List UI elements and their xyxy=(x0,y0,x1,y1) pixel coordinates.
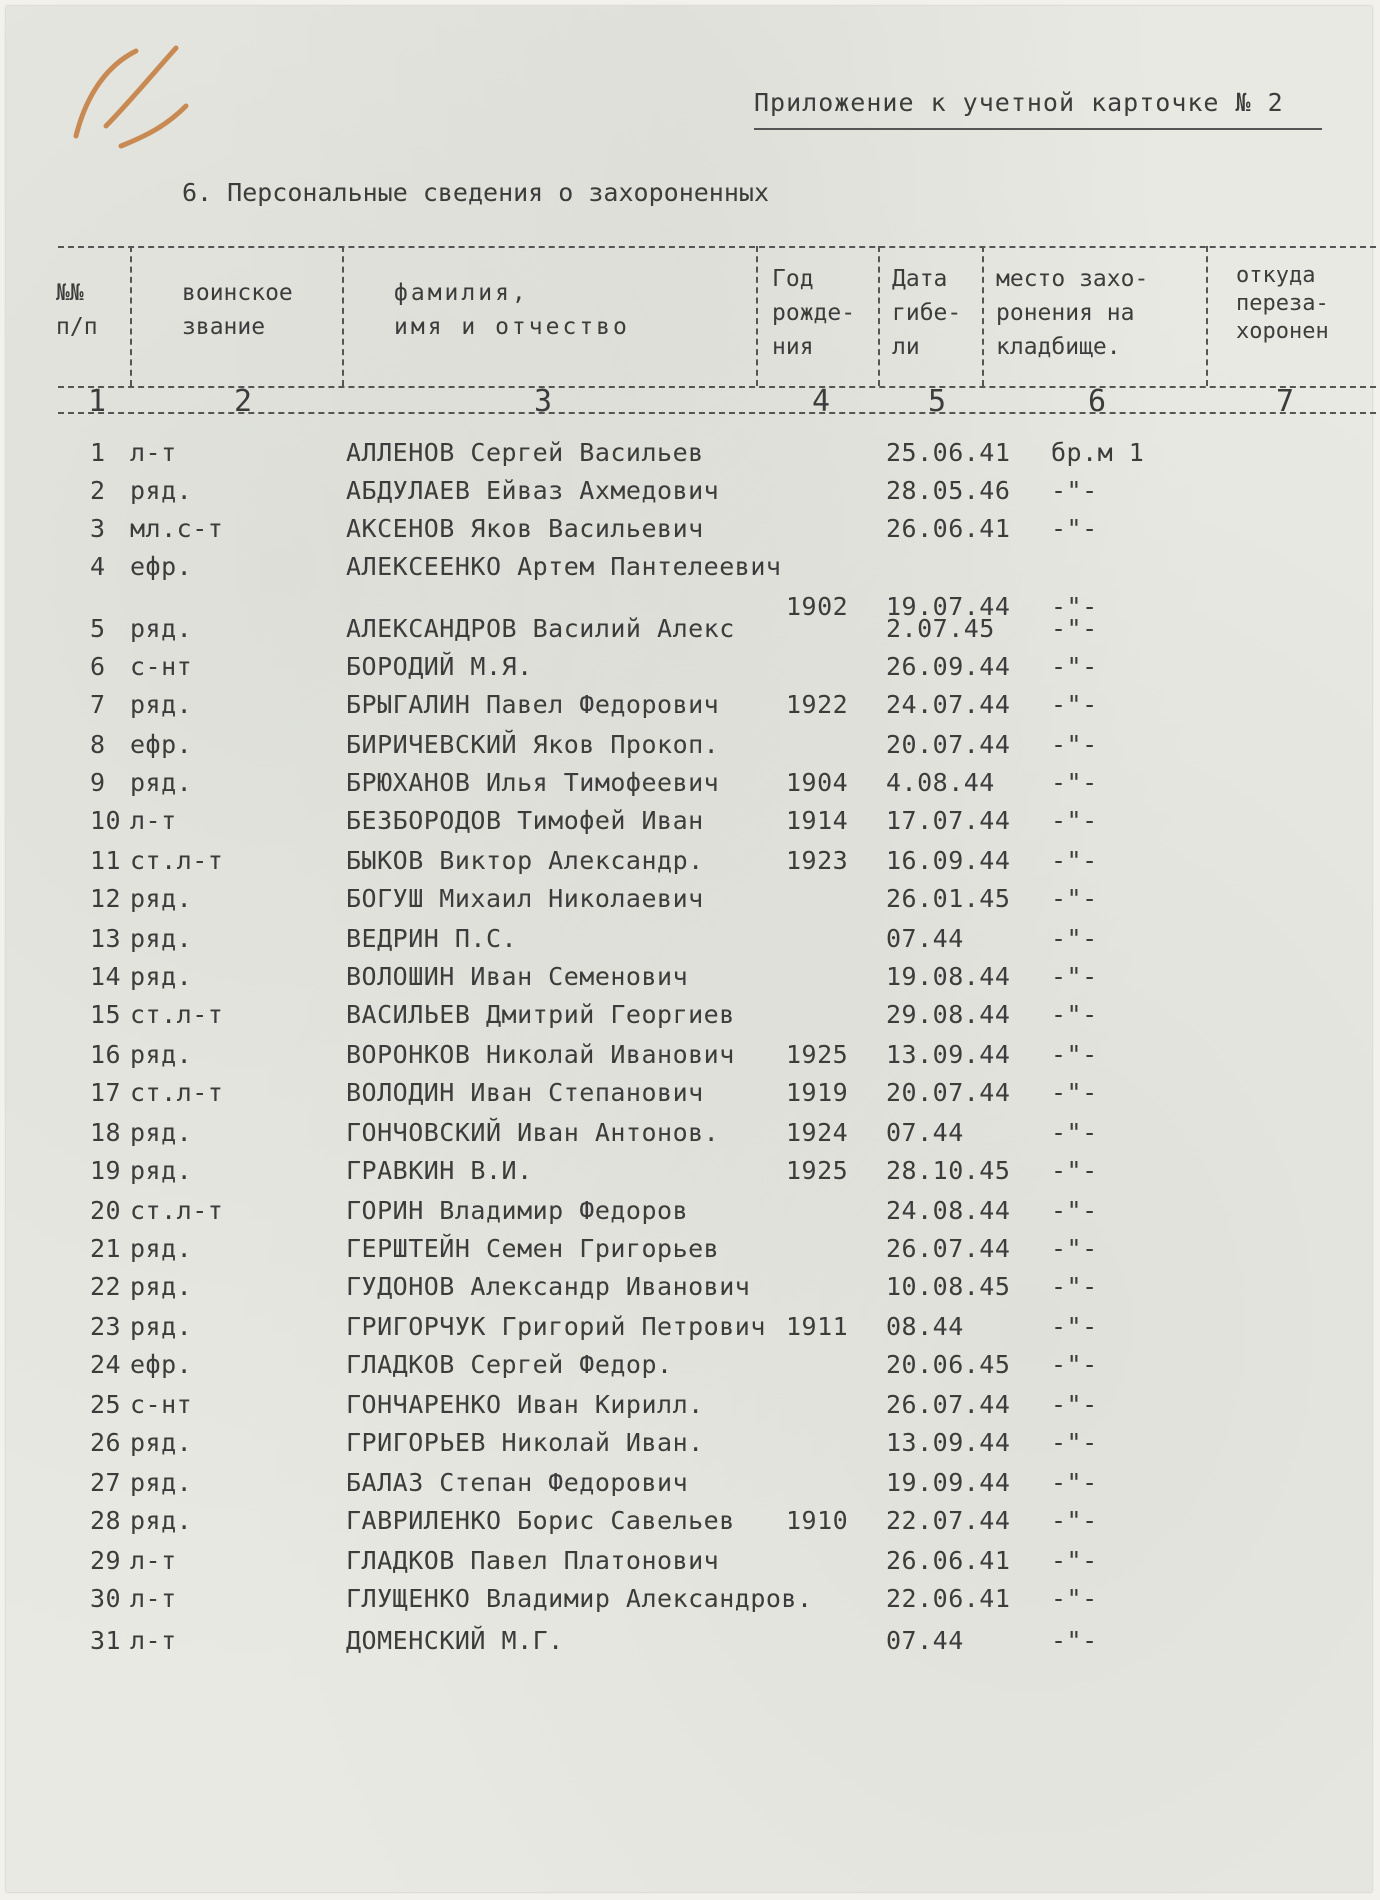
col-header-6-line: место захо- xyxy=(996,266,1149,292)
row-birth-year: 1919 xyxy=(786,1078,849,1107)
row-rank: с-нт xyxy=(130,652,193,681)
col-header-3 xyxy=(394,276,630,344)
col-header-2-line: воинское xyxy=(182,280,293,306)
row-number: 31 xyxy=(90,1626,122,1655)
header-underline xyxy=(754,128,1322,130)
table-mid-rule xyxy=(58,386,1376,388)
col-header-3-line: фамилия, xyxy=(394,280,529,306)
row-rank: ряд. xyxy=(130,614,193,643)
row-rank: ряд. xyxy=(130,1506,193,1535)
row-number: 11 xyxy=(90,846,122,875)
row-death-date: 26.01.45 xyxy=(886,884,1011,913)
row-name: БРЮХАНОВ Илья Тимофеевич xyxy=(346,768,720,797)
row-burial-place: -"- xyxy=(1051,1506,1098,1535)
row-rank: ряд. xyxy=(130,1272,193,1301)
row-death-date: 26.07.44 xyxy=(886,1390,1011,1419)
row-name: ВАСИЛЬЕВ Дмитрий Георгиев xyxy=(346,1000,735,1029)
row-death-date: 20.07.44 xyxy=(886,1078,1011,1107)
row-rank: ряд. xyxy=(130,1312,193,1341)
row-rank: ефр. xyxy=(130,730,193,759)
col-header-5-line: гибе- xyxy=(892,300,962,326)
row-death-date: 20.07.44 xyxy=(886,730,1011,759)
col-header-6-line: ронения на xyxy=(996,300,1135,326)
row-death-date: 20.06.45 xyxy=(886,1350,1011,1379)
row-rank: ряд. xyxy=(130,924,193,953)
row-burial-place: -"- xyxy=(1051,592,1098,621)
col-separator xyxy=(130,246,132,386)
row-death-date: 26.09.44 xyxy=(886,652,1011,681)
row-number: 23 xyxy=(90,1312,122,1341)
row-death-date: 13.09.44 xyxy=(886,1040,1011,1069)
col-header-4-line: рожде- xyxy=(772,300,856,326)
row-birth-year: 1922 xyxy=(786,690,849,719)
col-header-1 xyxy=(56,276,98,344)
table-top-rule xyxy=(58,246,1376,248)
row-name: АКСЕНОВ Яков Васильевич xyxy=(346,514,704,543)
row-death-date: 2.07.45 xyxy=(886,614,995,643)
row-death-date: 24.08.44 xyxy=(886,1196,1011,1225)
row-number: 16 xyxy=(90,1040,122,1069)
col-header-7-line: хоронен xyxy=(1236,319,1329,344)
row-number: 15 xyxy=(90,1000,122,1029)
row-rank: мл.с-т xyxy=(130,514,224,543)
row-burial-place: -"- xyxy=(1051,1468,1098,1497)
col-number-3: 3 xyxy=(534,384,553,419)
row-name: ГОНЧОВСКИЙ Иван Антонов. xyxy=(346,1118,720,1147)
row-burial-place: -"- xyxy=(1051,1584,1098,1613)
row-rank: ряд. xyxy=(130,476,193,505)
row-birth-year: 1911 xyxy=(786,1312,849,1341)
row-number: 24 xyxy=(90,1350,122,1379)
handwritten-pencil-mark xyxy=(66,36,206,166)
row-death-date: 19.09.44 xyxy=(886,1468,1011,1497)
row-death-date: 29.08.44 xyxy=(886,1000,1011,1029)
row-name: БЕЗБОРОДОВ Тимофей Иван xyxy=(346,806,704,835)
row-birth-year: 1914 xyxy=(786,806,849,835)
row-birth-year: 1902 xyxy=(786,592,849,621)
row-name: АЛЕКСЕЕНКО Артем Пантелеевич xyxy=(346,552,782,581)
row-name: БОГУШ Михаил Николаевич xyxy=(346,884,704,913)
col-header-7-line: откуда xyxy=(1236,263,1316,288)
row-number: 27 xyxy=(90,1468,122,1497)
row-burial-place: -"- xyxy=(1051,1078,1098,1107)
row-death-date: 17.07.44 xyxy=(886,806,1011,835)
row-rank: ряд. xyxy=(130,1118,193,1147)
col-header-2-line: звание xyxy=(182,314,266,340)
row-rank: ряд. xyxy=(130,1428,193,1457)
row-death-date: 22.07.44 xyxy=(886,1506,1011,1535)
row-name: ВОЛОДИН Иван Степанович xyxy=(346,1078,704,1107)
row-number: 4 xyxy=(90,552,106,581)
row-name: ГЛУЩЕНКО Владимир Александров. xyxy=(346,1584,813,1613)
row-rank: л-т xyxy=(130,438,177,467)
row-name: ГРИГОРЧУК Григорий Петрович xyxy=(346,1312,766,1341)
col-number-4: 4 xyxy=(812,384,831,419)
row-death-date: 24.07.44 xyxy=(886,690,1011,719)
col-number-2: 2 xyxy=(234,384,253,419)
row-name: ВОРОНКОВ Николай Иванович xyxy=(346,1040,735,1069)
row-death-date: 08.44 xyxy=(886,1312,964,1341)
row-burial-place: -"- xyxy=(1051,1390,1098,1419)
row-burial-place: -"- xyxy=(1051,1000,1098,1029)
row-number: 21 xyxy=(90,1234,122,1263)
row-name: АЛЛЕНОВ Сергей Васильев xyxy=(346,438,704,467)
col-number-1: 1 xyxy=(88,384,107,419)
row-number: 18 xyxy=(90,1118,122,1147)
row-death-date: 13.09.44 xyxy=(886,1428,1011,1457)
row-birth-year: 1910 xyxy=(786,1506,849,1535)
row-name: ГУДОНОВ Александр Иванович xyxy=(346,1272,751,1301)
document-page xyxy=(6,6,1372,1892)
col-header-5-line: ли xyxy=(892,334,920,360)
col-header-4 xyxy=(772,262,855,364)
col-header-7-line: переза- xyxy=(1236,291,1329,316)
row-name: ГРИГОРЬЕВ Николай Иван. xyxy=(346,1428,704,1457)
row-rank: ряд. xyxy=(130,1468,193,1497)
header-title: Приложение к учетной карточке № 2 xyxy=(754,88,1284,117)
row-birth-year: 1923 xyxy=(786,846,849,875)
col-number-6: 6 xyxy=(1088,384,1107,419)
table-bottom-rule xyxy=(58,412,1376,414)
row-number: 25 xyxy=(90,1390,122,1419)
row-number: 1 xyxy=(90,438,106,467)
row-number: 10 xyxy=(90,806,122,835)
section-title: 6. Персональные сведения о захороненных xyxy=(182,178,769,207)
row-burial-place: -"- xyxy=(1051,614,1098,643)
row-name: БОРОДИЙ М.Я. xyxy=(346,652,533,681)
row-burial-place: -"- xyxy=(1051,1272,1098,1301)
col-separator xyxy=(756,246,758,386)
col-header-6-line: кладбище. xyxy=(996,334,1121,360)
col-header-7 xyxy=(1236,262,1329,346)
row-rank: ряд. xyxy=(130,1156,193,1185)
row-rank: ст.л-т xyxy=(130,1078,224,1107)
row-death-date: 26.06.41 xyxy=(886,1546,1011,1575)
col-separator xyxy=(1206,246,1208,386)
row-birth-year: 1924 xyxy=(786,1118,849,1147)
row-number: 2 xyxy=(90,476,106,505)
row-rank: ефр. xyxy=(130,1350,193,1379)
row-number: 3 xyxy=(90,514,106,543)
col-header-5 xyxy=(892,262,961,364)
col-number-5: 5 xyxy=(928,384,947,419)
row-number: 22 xyxy=(90,1272,122,1301)
row-birth-year: 1925 xyxy=(786,1156,849,1185)
row-name: ГЛАДКОВ Павел Платонович xyxy=(346,1546,720,1575)
col-separator xyxy=(342,246,344,386)
col-number-7: 7 xyxy=(1276,384,1295,419)
row-death-date: 07.44 xyxy=(886,924,964,953)
row-rank: ряд. xyxy=(130,962,193,991)
row-burial-place: -"- xyxy=(1051,1040,1098,1069)
row-number: 5 xyxy=(90,614,106,643)
row-burial-place: -"- xyxy=(1051,476,1098,505)
row-number: 26 xyxy=(90,1428,122,1457)
row-burial-place: -"- xyxy=(1051,1350,1098,1379)
row-rank: ст.л-т xyxy=(130,1000,224,1029)
col-header-1-line: №№ xyxy=(56,280,84,306)
row-name: АЛЕКСАНДРОВ Василий Алекс xyxy=(346,614,735,643)
row-rank: л-т xyxy=(130,806,177,835)
row-burial-place: -"- xyxy=(1051,806,1098,835)
row-rank: л-т xyxy=(130,1546,177,1575)
row-number: 14 xyxy=(90,962,122,991)
row-death-date: 10.08.45 xyxy=(886,1272,1011,1301)
row-rank: ряд. xyxy=(130,1040,193,1069)
row-burial-place: -"- xyxy=(1051,690,1098,719)
row-rank: л-т xyxy=(130,1626,177,1655)
row-name: ГОНЧАРЕНКО Иван Кирилл. xyxy=(346,1390,704,1419)
row-name: ДОМЕНСКИЙ М.Г. xyxy=(346,1626,564,1655)
col-header-5-line: Дата xyxy=(892,266,948,292)
row-number: 30 xyxy=(90,1584,122,1613)
col-header-3-line: имя и отчество xyxy=(394,314,630,340)
row-burial-place: -"- xyxy=(1051,1312,1098,1341)
row-birth-year: 1904 xyxy=(786,768,849,797)
row-burial-place: -"- xyxy=(1051,1428,1098,1457)
col-separator xyxy=(878,246,880,386)
row-burial-place: -"- xyxy=(1051,1156,1098,1185)
row-name: ГЛАДКОВ Сергей Федор. xyxy=(346,1350,673,1379)
row-burial-place: -"- xyxy=(1051,652,1098,681)
row-burial-place: -"- xyxy=(1051,962,1098,991)
row-rank: ряд. xyxy=(130,690,193,719)
row-number: 20 xyxy=(90,1196,122,1225)
row-name: БИРИЧЕВСКИЙ Яков Прокоп. xyxy=(346,730,720,759)
row-death-date: 22.06.41 xyxy=(886,1584,1011,1613)
row-rank: ряд. xyxy=(130,884,193,913)
col-header-2 xyxy=(182,276,293,344)
row-number: 9 xyxy=(90,768,106,797)
row-rank: л-т xyxy=(130,1584,177,1613)
row-rank: ст.л-т xyxy=(130,846,224,875)
row-rank: ст.л-т xyxy=(130,1196,224,1225)
row-number: 29 xyxy=(90,1546,122,1575)
row-burial-place: -"- xyxy=(1051,924,1098,953)
row-name: ВОЛОШИН Иван Семенович xyxy=(346,962,689,991)
row-death-date: 28.05.46 xyxy=(886,476,1011,505)
row-death-date: 19.07.44 xyxy=(886,592,1011,621)
row-burial-place: -"- xyxy=(1051,768,1098,797)
row-burial-place: -"- xyxy=(1051,730,1098,759)
row-number: 17 xyxy=(90,1078,122,1107)
row-name: АБДУЛАЕВ Ейваз Ахмедович xyxy=(346,476,720,505)
row-number: 13 xyxy=(90,924,122,953)
row-death-date: 07.44 xyxy=(886,1626,964,1655)
row-name: ГЕРШТЕЙН Семен Григорьев xyxy=(346,1234,720,1263)
row-name: БЫКОВ Виктор Александр. xyxy=(346,846,704,875)
row-death-date: 26.07.44 xyxy=(886,1234,1011,1263)
row-death-date: 4.08.44 xyxy=(886,768,995,797)
row-death-date: 07.44 xyxy=(886,1118,964,1147)
col-header-4-line: Год xyxy=(772,266,814,292)
row-death-date: 25.06.41 xyxy=(886,438,1011,467)
row-number: 28 xyxy=(90,1506,122,1535)
col-header-4-line: ния xyxy=(772,334,814,360)
row-burial-place: -"- xyxy=(1051,514,1098,543)
row-name: ВЕДРИН П.С. xyxy=(346,924,518,953)
row-rank: ряд. xyxy=(130,768,193,797)
row-burial-place: бр.м 1 xyxy=(1051,438,1145,467)
row-rank: ряд. xyxy=(130,1234,193,1263)
row-number: 6 xyxy=(90,652,106,681)
row-burial-place: -"- xyxy=(1051,846,1098,875)
row-burial-place: -"- xyxy=(1051,1234,1098,1263)
row-death-date: 19.08.44 xyxy=(886,962,1011,991)
row-number: 7 xyxy=(90,690,106,719)
row-name: ГРАВКИН В.И. xyxy=(346,1156,533,1185)
row-name: ГАВРИЛЕНКО Борис Савельев xyxy=(346,1506,735,1535)
col-header-6 xyxy=(996,262,1148,364)
row-death-date: 28.10.45 xyxy=(886,1156,1011,1185)
row-burial-place: -"- xyxy=(1051,1196,1098,1225)
col-separator xyxy=(982,246,984,386)
col-header-1-line: п/п xyxy=(56,314,98,340)
row-burial-place: -"- xyxy=(1051,1546,1098,1575)
row-number: 8 xyxy=(90,730,106,759)
row-number: 19 xyxy=(90,1156,122,1185)
row-rank: ефр. xyxy=(130,552,193,581)
row-name: БРЫГАЛИН Павел Федорович xyxy=(346,690,720,719)
row-birth-year: 1925 xyxy=(786,1040,849,1069)
row-death-date: 26.06.41 xyxy=(886,514,1011,543)
row-death-date: 16.09.44 xyxy=(886,846,1011,875)
row-name: ГОРИН Владимир Федоров xyxy=(346,1196,689,1225)
row-burial-place: -"- xyxy=(1051,1626,1098,1655)
row-rank: с-нт xyxy=(130,1390,193,1419)
row-burial-place: -"- xyxy=(1051,884,1098,913)
row-name: БАЛАЗ Степан Федорович xyxy=(346,1468,689,1497)
row-number: 12 xyxy=(90,884,122,913)
row-burial-place: -"- xyxy=(1051,1118,1098,1147)
